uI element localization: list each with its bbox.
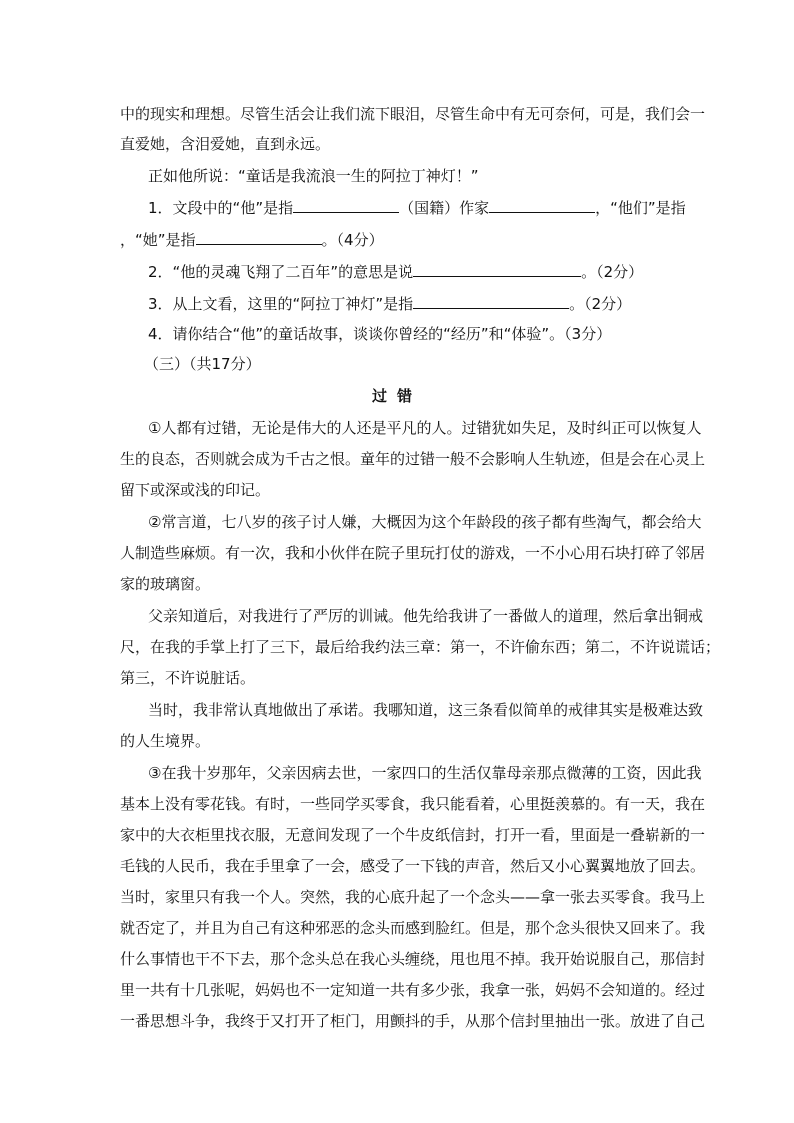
article-line: 留下或深或浅的印记。: [120, 481, 271, 499]
article-line: 里一共有十几张呢，妈妈也不一定知道一共有多少张，我拿一张，妈妈不会知道的。经过: [120, 981, 706, 999]
article-line: ②常言道，七八岁的孩子讨人嫌，大概因为这个年龄段的孩子都有些淘气，都会给大: [148, 513, 702, 531]
question-2-prefix: 2．“他的灵魂飞翔了二百年”的意思是说: [148, 263, 414, 281]
question-1-line2-prefix: ，“她”是指: [120, 231, 196, 249]
question-1-cont: [120, 230, 384, 250]
article-line: 的人生境界。: [120, 732, 211, 750]
answer-blank[interactable]: [489, 198, 595, 213]
article-line: 什么事情也干不下去，那个念头总在我心头缠绕，甩也甩不掉。我开始说服自己，那信封: [120, 950, 706, 968]
answer-blank[interactable]: [293, 198, 399, 213]
quote-line: 正如他所说：“童话是我流浪一生的阿拉丁神灯！”: [148, 167, 479, 185]
article-line: 基本上没有零花钱。有时，一些同学买零食，我只能看着，心里挺羡慕的。有一天，我在: [120, 795, 706, 813]
section-label: （三）（共17分）: [144, 355, 261, 373]
question-1-suffix: 。（4分）: [321, 231, 384, 249]
answer-blank[interactable]: [196, 230, 322, 245]
question-2-suffix: 。（2分）: [581, 263, 644, 281]
question-1-mid2: ，“他们”是指: [595, 199, 686, 217]
article-line: 人制造些麻烦。有一次，我和小伙伴在院子里玩打仗的游戏，一不小心用石块打碎了邻居: [120, 544, 706, 562]
question-4: 4．请你结合“他”的童话故事，谈谈你曾经的“经历”和“体验”。（3分）: [148, 325, 612, 343]
passage-line: 中的现实和理想。尽管生活会让我们流下眼泪，尽管生命中有无可奈何，可是，我们会一: [120, 105, 706, 123]
article-line: 第三，不许说脏话。: [120, 669, 256, 687]
answer-blank[interactable]: [413, 262, 581, 277]
article-title: 过错: [371, 387, 422, 405]
article-line: 家中的大衣柜里找衣服，无意间发现了一个牛皮纸信封，打开一看，里面是一叠崭新的一: [120, 826, 706, 844]
question-3: [148, 294, 631, 314]
question-3-prefix: 3．从上文看，这里的“阿拉丁神灯”是指: [148, 295, 414, 313]
passage-line: 直爱她，含泪爱她，直到永远。: [120, 135, 331, 153]
question-1: [148, 198, 686, 218]
article-line: ①人都有过错，无论是伟大的人还是平凡的人。过错犹如失足，及时纠正可以恢复人: [148, 419, 702, 437]
article-line: ③在我十岁那年，父亲因病去世，一家四口的生活仅靠母亲那点微薄的工资，因此我: [148, 764, 702, 782]
article-line: 一番思想斗争，我终于又打开了柜门，用颤抖的手，从那个信封里抽出一张。放进了自己: [120, 1012, 706, 1030]
article-line: 父亲知道后，对我进行了严厉的训诫。他先给我讲了一番做人的道理，然后拿出铜戒: [148, 607, 704, 625]
article-line: 尺，在我的手掌上打了三下，最后给我约法三章：第一，不许偷东西；第二，不许说谎话；: [120, 638, 721, 656]
article-line: 就否定了，并且为自己有这种邪恶的念头而感到脸红。但是，那个念头很快又回来了。我: [120, 919, 706, 937]
answer-blank[interactable]: [413, 294, 569, 309]
article-line: 当时，我非常认真地做出了承诺。我哪知道，这三条看似简单的戒律其实是极难达致: [148, 701, 704, 719]
article-line: 当时，家里只有我一个人。突然，我的心底升起了一个念头——拿一张去买零食。我马上: [120, 888, 706, 906]
question-1-prefix: 1．文段中的“他”是指: [148, 199, 294, 217]
article-line: 生的良态，否则就会成为千古之恨。童年的过错一般不会影响人生轨迹，但是会在心灵上: [120, 450, 706, 468]
article-line: 毛钱的人民币，我在手里拿了一会，感受了一下钱的声音，然后又小心翼翼地放了回去。: [120, 857, 706, 875]
question-1-mid1: （国籍）作家: [399, 199, 490, 217]
question-2: [148, 262, 643, 282]
article-line: 家的玻璃窗。: [120, 575, 211, 593]
question-3-suffix: 。（2分）: [569, 295, 632, 313]
